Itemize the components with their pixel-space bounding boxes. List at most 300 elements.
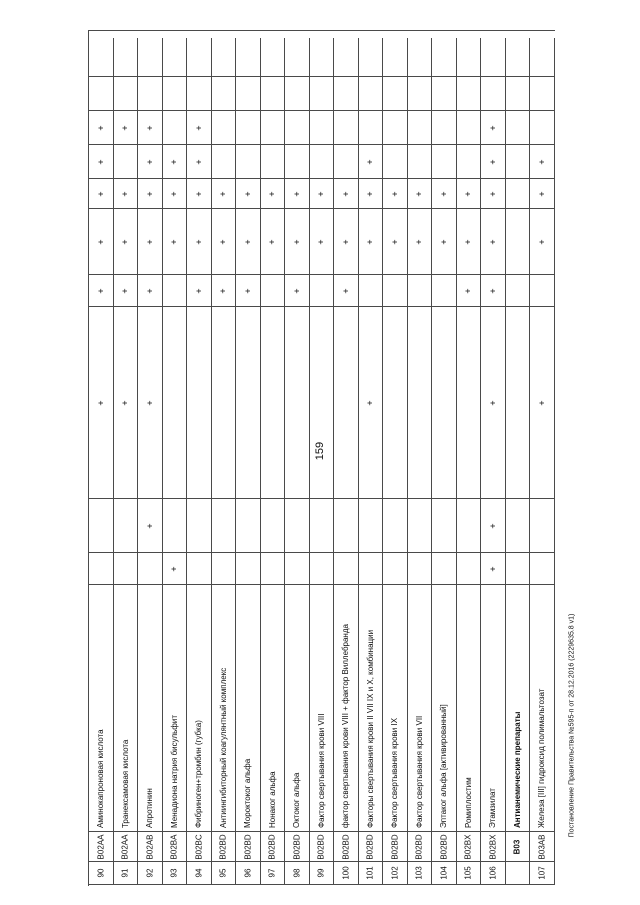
mark-cell — [432, 307, 457, 499]
plus-mark: + — [95, 190, 106, 197]
mark-cell — [212, 38, 237, 77]
mark-cell — [310, 38, 335, 77]
plus-mark: + — [487, 124, 498, 131]
drug-name-text: Антиингибиторный коагулянтный комплекс — [218, 667, 228, 828]
mark-cell — [457, 77, 482, 111]
mark-cell — [359, 38, 384, 77]
mark-cell — [187, 179, 212, 209]
mark-cell — [383, 553, 408, 585]
row-number-text: 100 — [341, 866, 351, 880]
mark-cell — [285, 145, 310, 179]
mark-cell — [457, 145, 482, 179]
plus-mark: + — [95, 399, 106, 406]
row-number-text: 107 — [537, 866, 547, 880]
atc-code — [530, 832, 555, 862]
atc-code-text: B02BD — [292, 833, 302, 860]
plus-mark: + — [193, 190, 204, 197]
mark-cell — [236, 38, 261, 77]
plus-mark: + — [144, 238, 155, 245]
drug-name-text: Факторы свертывания крови II VII IX и X, комбинации — [365, 629, 375, 828]
row-number — [481, 862, 506, 885]
row-number — [334, 862, 359, 885]
atc-code — [187, 832, 212, 862]
row-number-text: 90 — [96, 868, 106, 878]
mark-cell — [285, 499, 310, 553]
plus-mark: + — [463, 238, 474, 245]
plus-mark: + — [291, 190, 302, 197]
mark-cell — [310, 209, 335, 275]
mark-cell — [530, 179, 555, 209]
mark-cell — [432, 111, 457, 145]
drug-name-text: Железа [III] гидроксид полимальтозат — [537, 688, 546, 828]
mark-cell — [334, 38, 359, 77]
mark-cell — [163, 499, 188, 553]
mark-cell — [163, 307, 188, 499]
plus-mark: + — [95, 158, 106, 165]
mark-cell — [408, 38, 433, 77]
mark-cell — [310, 145, 335, 179]
drug-name-text: фактор свертывания крови VIII + фактор Виллебранда — [341, 624, 350, 828]
mark-cell — [383, 145, 408, 179]
mark-cell — [359, 179, 384, 209]
mark-cell — [530, 38, 555, 77]
drug-name — [359, 585, 384, 832]
mark-cell — [310, 307, 335, 499]
atc-code — [163, 832, 188, 862]
atc-code — [114, 832, 139, 862]
mark-cell — [163, 553, 188, 585]
row-number — [212, 862, 237, 885]
plus-mark: + — [218, 238, 229, 245]
mark-cell — [457, 275, 482, 307]
atc-code-text: B02BD — [439, 833, 449, 860]
mark-cell — [457, 179, 482, 209]
page-number: 159 — [314, 441, 326, 461]
mark-cell — [481, 77, 506, 111]
mark-cell — [236, 209, 261, 275]
mark-cell — [506, 179, 531, 209]
plus-mark: + — [144, 287, 155, 294]
row-number — [506, 862, 531, 885]
atc-code-text: B03 — [512, 839, 522, 854]
mark-cell — [481, 179, 506, 209]
atc-code — [89, 832, 114, 862]
mark-cell — [432, 553, 457, 585]
drug-name — [506, 585, 531, 832]
plus-mark: + — [193, 124, 204, 131]
drug-name — [187, 585, 212, 832]
drug-name-text: Мороктоког альфа — [243, 758, 252, 828]
atc-code-text: B02BX — [463, 834, 473, 859]
mark-cell — [114, 179, 139, 209]
mark-cell — [408, 77, 433, 111]
mark-cell — [89, 499, 114, 553]
mark-cell — [285, 209, 310, 275]
mark-cell — [432, 38, 457, 77]
mark-cell — [481, 275, 506, 307]
row-number — [310, 862, 335, 885]
atc-code-text: B02BD — [365, 833, 375, 860]
mark-cell — [285, 307, 310, 499]
atc-code — [212, 832, 237, 862]
mark-cell — [114, 307, 139, 499]
mark-cell — [163, 179, 188, 209]
atc-code — [138, 832, 163, 862]
mark-cell — [530, 499, 555, 553]
mark-cell — [408, 307, 433, 499]
plus-mark: + — [120, 124, 131, 131]
plus-mark: + — [487, 238, 498, 245]
mark-cell — [334, 77, 359, 111]
plus-mark: + — [365, 399, 376, 406]
atc-code — [432, 832, 457, 862]
mark-cell — [114, 499, 139, 553]
plus-mark: + — [487, 287, 498, 294]
atc-code-text: B02AA — [120, 834, 130, 859]
drug-name — [408, 585, 433, 832]
mark-cell — [187, 553, 212, 585]
mark-cell — [163, 38, 188, 77]
plus-mark: + — [316, 238, 327, 245]
mark-cell — [334, 275, 359, 307]
mark-cell — [261, 499, 286, 553]
mark-cell — [236, 553, 261, 585]
atc-code — [457, 832, 482, 862]
atc-code-text: B02AB — [145, 834, 155, 859]
mark-cell — [359, 145, 384, 179]
row-number — [408, 862, 433, 885]
plus-mark: + — [438, 190, 449, 197]
mark-cell — [138, 553, 163, 585]
mark-cell — [187, 111, 212, 145]
mark-cell — [432, 499, 457, 553]
mark-cell — [138, 499, 163, 553]
row-number — [138, 862, 163, 885]
row-number-text: 106 — [488, 866, 498, 880]
mark-cell — [506, 38, 531, 77]
plus-mark: + — [120, 399, 131, 406]
mark-cell — [187, 77, 212, 111]
drug-name-text: Аминокапроновая кислота — [96, 729, 105, 828]
mark-cell — [285, 111, 310, 145]
row-number-text: 95 — [218, 868, 228, 878]
mark-cell — [334, 307, 359, 499]
atc-code — [359, 832, 384, 862]
drug-name-text: Нонаког альфа — [267, 771, 277, 828]
mark-cell — [163, 77, 188, 111]
mark-cell — [212, 209, 237, 275]
mark-cell — [212, 553, 237, 585]
mark-cell — [359, 275, 384, 307]
row-number-text: 91 — [120, 868, 130, 878]
mark-cell — [383, 77, 408, 111]
plus-mark: + — [536, 238, 547, 245]
mark-cell — [530, 275, 555, 307]
row-number — [261, 862, 286, 885]
atc-code-text: B02BA — [169, 834, 179, 859]
atc-code — [408, 832, 433, 862]
plus-mark: + — [291, 238, 302, 245]
drug-name-text: Менадиона натрия бисульфит — [169, 715, 179, 828]
mark-cell — [506, 307, 531, 499]
row-number-text: 92 — [145, 868, 155, 878]
plus-mark: + — [193, 238, 204, 245]
mark-cell — [383, 499, 408, 553]
drug-name — [114, 585, 139, 832]
plus-mark: + — [169, 190, 180, 197]
mark-cell — [138, 179, 163, 209]
drug-name-text: Этамзилат — [488, 788, 497, 828]
mark-cell — [383, 275, 408, 307]
mark-cell — [457, 499, 482, 553]
mark-cell — [359, 499, 384, 553]
plus-mark: + — [144, 158, 155, 165]
mark-cell — [285, 77, 310, 111]
drug-name-text: Фактор свертывания крови VIII — [316, 713, 326, 828]
mark-cell — [481, 145, 506, 179]
plus-mark: + — [95, 238, 106, 245]
plus-mark: + — [144, 522, 155, 529]
plus-mark: + — [267, 238, 278, 245]
drug-name-text: Фибриноген+тромбин (губка) — [194, 720, 203, 828]
mark-cell — [408, 111, 433, 145]
plus-mark: + — [218, 287, 229, 294]
mark-cell — [285, 38, 310, 77]
drug-name — [236, 585, 261, 832]
row-number — [163, 862, 188, 885]
row-number — [457, 862, 482, 885]
drug-name-text: Фактор свертывания крови IX — [390, 717, 399, 828]
mark-cell — [285, 275, 310, 307]
mark-cell — [334, 179, 359, 209]
plus-mark: + — [463, 287, 474, 294]
plus-mark: + — [120, 238, 131, 245]
plus-mark: + — [340, 287, 351, 294]
plus-mark: + — [536, 399, 547, 406]
drug-name — [432, 585, 457, 832]
drug-name — [530, 585, 555, 832]
mark-cell — [89, 179, 114, 209]
atc-code — [310, 832, 335, 862]
mark-cell — [261, 179, 286, 209]
mark-cell — [212, 275, 237, 307]
mark-cell — [236, 77, 261, 111]
mark-cell — [163, 111, 188, 145]
mark-cell — [408, 145, 433, 179]
mark-cell — [432, 209, 457, 275]
mark-cell — [261, 553, 286, 585]
mark-cell — [359, 209, 384, 275]
mark-cell — [383, 179, 408, 209]
mark-cell — [285, 179, 310, 209]
drug-name — [89, 585, 114, 832]
row-number — [285, 862, 310, 885]
plus-mark: + — [95, 124, 106, 131]
mark-cell — [89, 77, 114, 111]
mark-cell — [334, 499, 359, 553]
mark-cell — [408, 179, 433, 209]
plus-mark: + — [169, 565, 180, 572]
plus-mark: + — [144, 190, 155, 197]
mark-cell — [530, 209, 555, 275]
plus-mark: + — [120, 287, 131, 294]
plus-mark: + — [169, 238, 180, 245]
mark-cell — [310, 499, 335, 553]
mark-cell — [359, 307, 384, 499]
plus-mark: + — [218, 190, 229, 197]
mark-cell — [334, 111, 359, 145]
mark-cell — [432, 77, 457, 111]
mark-cell — [506, 145, 531, 179]
mark-cell — [236, 145, 261, 179]
mark-cell — [310, 111, 335, 145]
mark-cell — [457, 307, 482, 499]
mark-cell — [530, 145, 555, 179]
drug-name-text: Транексамовая кислота — [120, 739, 130, 828]
plus-mark: + — [389, 238, 400, 245]
plus-mark: + — [316, 190, 327, 197]
row-number — [236, 862, 261, 885]
mark-cell — [408, 553, 433, 585]
row-number-text: 104 — [439, 866, 449, 880]
drug-name — [261, 585, 286, 832]
mark-cell — [334, 553, 359, 585]
mark-cell — [261, 307, 286, 499]
mark-cell — [334, 209, 359, 275]
mark-cell — [212, 145, 237, 179]
row-number — [89, 862, 114, 885]
mark-cell — [163, 145, 188, 179]
mark-cell — [359, 111, 384, 145]
atc-code-text: B02AA — [96, 834, 106, 859]
mark-cell — [310, 275, 335, 307]
mark-cell — [481, 209, 506, 275]
drug-name — [163, 585, 188, 832]
mark-cell — [506, 499, 531, 553]
plus-mark: + — [340, 190, 351, 197]
mark-cell — [481, 553, 506, 585]
row-number-text: 105 — [463, 866, 473, 880]
mark-cell — [310, 77, 335, 111]
drug-name — [138, 585, 163, 832]
mark-cell — [408, 499, 433, 553]
atc-code — [383, 832, 408, 862]
mark-cell — [432, 179, 457, 209]
mark-cell — [138, 307, 163, 499]
table — [88, 30, 555, 886]
mark-cell — [187, 499, 212, 553]
mark-cell — [138, 209, 163, 275]
plus-mark: + — [267, 190, 278, 197]
mark-cell — [334, 145, 359, 179]
row-number-text: 101 — [365, 866, 375, 880]
plus-mark: + — [536, 158, 547, 165]
plus-mark: + — [193, 158, 204, 165]
mark-cell — [212, 111, 237, 145]
plus-mark: + — [487, 565, 498, 572]
mark-cell — [261, 275, 286, 307]
drug-name — [212, 585, 237, 832]
mark-cell — [212, 77, 237, 111]
mark-cell — [187, 275, 212, 307]
mark-cell — [481, 38, 506, 77]
mark-cell — [432, 275, 457, 307]
mark-cell — [236, 307, 261, 499]
mark-cell — [481, 499, 506, 553]
plus-mark: + — [242, 238, 253, 245]
plus-mark: + — [144, 124, 155, 131]
mark-cell — [530, 77, 555, 111]
mark-cell — [212, 499, 237, 553]
drug-name — [285, 585, 310, 832]
row-number — [359, 862, 384, 885]
mark-cell — [236, 111, 261, 145]
plus-mark: + — [389, 190, 400, 197]
mark-cell — [506, 111, 531, 145]
mark-cell — [114, 553, 139, 585]
mark-cell — [89, 307, 114, 499]
atc-code-text: B03AB — [537, 834, 547, 859]
mark-cell — [138, 145, 163, 179]
mark-cell — [359, 553, 384, 585]
plus-mark: + — [536, 190, 547, 197]
mark-cell — [236, 275, 261, 307]
mark-cell — [89, 209, 114, 275]
mark-cell — [530, 111, 555, 145]
mark-cell — [261, 38, 286, 77]
footer: Постановление Правительства №595-п от 28.12.2016 (2229635.8 v1) — [568, 613, 576, 838]
row-number — [114, 862, 139, 885]
mark-cell — [114, 145, 139, 179]
plus-mark: + — [242, 190, 253, 197]
atc-code-text: B02BD — [341, 833, 351, 860]
mark-cell — [138, 111, 163, 145]
row-number-text: 103 — [414, 866, 424, 880]
mark-cell — [310, 179, 335, 209]
mark-cell — [114, 111, 139, 145]
plus-mark: + — [487, 190, 498, 197]
plus-mark: + — [414, 238, 425, 245]
atc-code — [334, 832, 359, 862]
mark-cell — [114, 77, 139, 111]
drug-name-text: Апротинин — [145, 788, 154, 828]
drug-name — [457, 585, 482, 832]
mark-cell — [89, 145, 114, 179]
mark-cell — [432, 145, 457, 179]
drug-name-text: Октоког альфа — [292, 772, 301, 828]
plus-mark: + — [365, 158, 376, 165]
row-number-text: 97 — [267, 868, 277, 878]
atc-code — [261, 832, 286, 862]
plus-mark: + — [169, 158, 180, 165]
mark-cell — [138, 275, 163, 307]
mark-cell — [408, 209, 433, 275]
atc-code-text: B02BD — [316, 833, 326, 860]
plus-mark: + — [340, 238, 351, 245]
mark-cell — [383, 111, 408, 145]
mark-cell — [187, 307, 212, 499]
plus-mark: + — [144, 399, 155, 406]
mark-cell — [481, 111, 506, 145]
plus-mark: + — [365, 190, 376, 197]
plus-mark: + — [193, 287, 204, 294]
mark-cell — [530, 307, 555, 499]
mark-cell — [285, 553, 310, 585]
mark-cell — [383, 38, 408, 77]
mark-cell — [408, 275, 433, 307]
atc-code — [481, 832, 506, 862]
plus-mark: + — [487, 399, 498, 406]
